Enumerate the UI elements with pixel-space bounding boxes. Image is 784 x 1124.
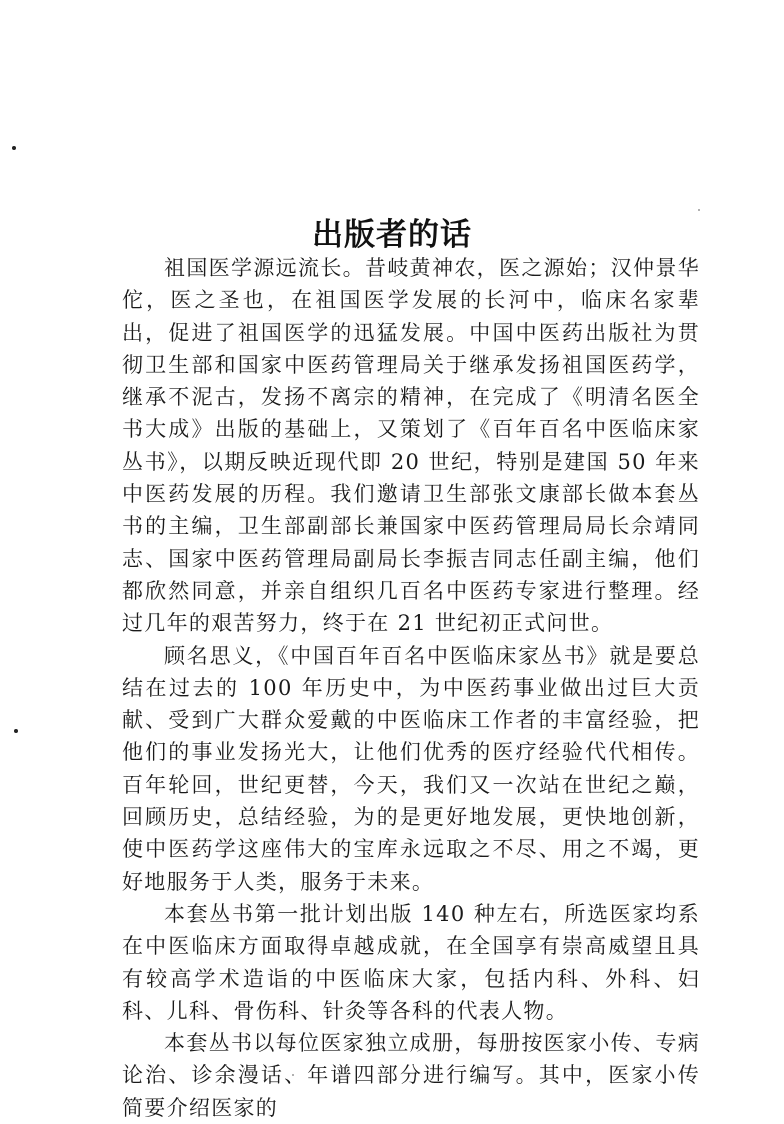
paragraph-1: 祖国医学源远流长。昔岐黄神农，医之源始；汉仲景华佗，医之圣也，在祖国医学发展的长河中，临床名家辈出，促进了祖国医学的迅猛发展。中国中医药出版社为贯彻卫生部和国家中医药管理局关于继承发扬祖国医药学，继承不泥古，发扬不离宗的精神，在完成了《明清名医全书大成》出版的基础上，又策划了《百年百名中医临床家丛书》，以期反映近现代即 20 世纪，特别是建国 50 年来中医药发展的历程。我们邀请卫生部张文康部长做本套丛书的主编，卫生部副部长兼国家中医药管理局局长佘靖同志、国家中医药管理局副局长李振吉同志任副主编，他们都欣然同意，并亲自组织几百名中医药专家进行整理。经过几年的艰苦努力，终于在 21 世纪初正式问世。 bbox=[122, 256, 700, 636]
margin-mark-top bbox=[12, 146, 16, 150]
paragraph-2: 顾名思义，《中国百年百名中医临床家丛书》就是要总结在过去的 100 年历史中，为中医药事业做出过巨大贡献、受到广大群众爱戴的中医临床工作者的丰富经验，把他们的事业发扬光大，让他们优秀的医疗经验代代相传。百年轮回，世纪更替，今天，我们又一次站在世纪之巅，回顾历史，总结经验，为的是更好地发展，更快地创新，使中医药学这座伟大的宝库永远取之不尽、用之不竭，更好地服务于人类，服务于未来。 bbox=[122, 643, 700, 894]
page-title: 出版者的话 bbox=[312, 216, 472, 253]
body-text bbox=[122, 252, 700, 1124]
paragraph-4: 本套丛书以每位医家独立成册，每册按医家小传、专病论治、诊余漫话、年谱四部分进行编写。其中，医家小传简要介绍医家的 bbox=[122, 1031, 700, 1120]
margin-mark-middle bbox=[14, 729, 18, 733]
paragraph-3: 本套丛书第一批计划出版 140 种左右，所选医家均系在中医临床方面取得卓越成就，在全国享有崇高威望且具有较高学术造诣的中医临床大家，包括内科、外科、妇科、儿科、骨伤科、针灸等各科的代表人物。 bbox=[122, 901, 700, 1023]
